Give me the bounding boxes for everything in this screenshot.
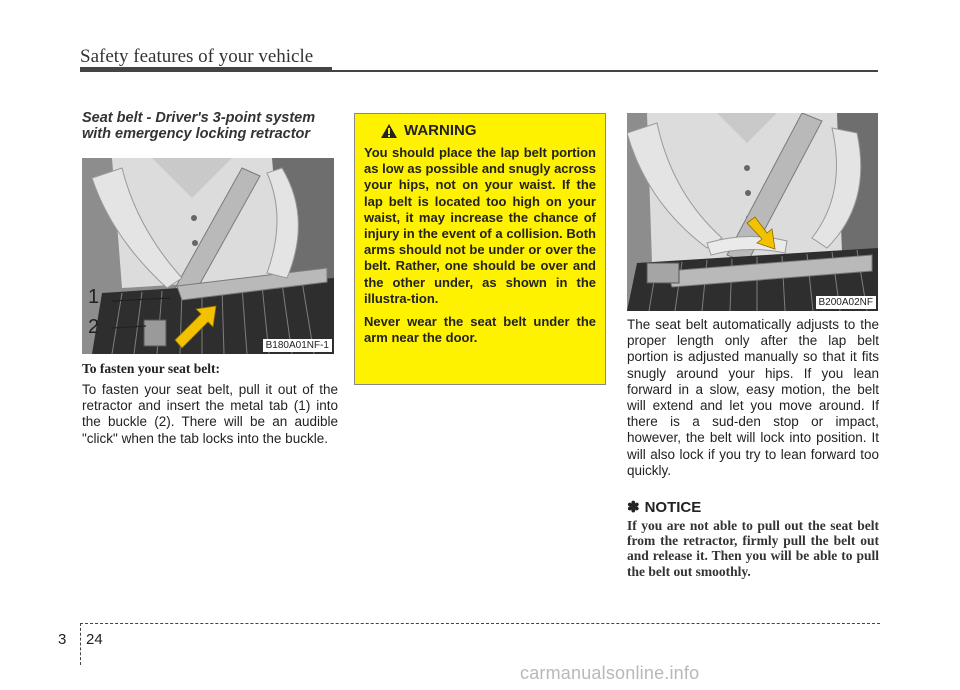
warning-header [364, 122, 596, 139]
footer-rule [80, 623, 880, 624]
callout-2: 2 [88, 316, 100, 338]
footer-divider [80, 623, 81, 665]
warning-box [354, 113, 606, 385]
warning-triangle-icon [380, 123, 398, 139]
fasten-heading: To fasten your seat belt: [82, 361, 220, 376]
section-title: Seat belt - Driver's 3-point system with emergency locking retractor [82, 110, 316, 142]
page-number: 24 [86, 631, 103, 648]
header-rule-thick [80, 67, 332, 72]
header-rule-thin [332, 70, 878, 72]
notice-title: NOTICE [644, 498, 702, 516]
adjust-body: The seat belt automatically adjusts to the proper length only after the lap belt portion is adjusted manually so that it fits snugly around your hips. If you lean forward in a slow, easy motion, the belt will extend and let you move around. If there is a sud-den stop or impact, however, the belt will lock into position. It will also lock if you try to lean forward too quickly. [627, 317, 879, 478]
seatbelt-fasten-photo [82, 158, 334, 354]
seatbelt-fasten-illustration [82, 158, 334, 354]
notice-header [627, 498, 701, 516]
seatbelt-adjust-photo [627, 113, 878, 311]
notice-star-icon: ✽ [627, 499, 640, 516]
figure-code: B200A02NF [816, 296, 876, 309]
warning-title: WARNING [404, 122, 477, 139]
watermark: carmanualsonline.info [520, 663, 700, 683]
callout-1: 1 [88, 286, 100, 308]
warning-paragraph-1: You should place the lap belt portion as low as possible and snugly across your hips, not on your waist. If the lap belt is located too high on your waist, it may increase the chance of injury in the event of a collision. Both arms should not be under or over the belt. Rather, one should be over and the other under, as shown in the illustra-tion. [364, 145, 596, 306]
seatbelt-adjust-illustration [627, 113, 878, 311]
notice-body: If you are not able to pull out the seat belt from the retractor, firmly pull the belt out and release it. Then you will be able to pull the belt out smoothly. [627, 518, 879, 579]
fasten-body: To fasten your seat belt, pull it out of the retractor and insert the metal tab (1) into the buckle (2). There will be an audible "click" when the tab locks into the buckle. [82, 382, 338, 446]
header-title: Safety features of your vehicle [80, 46, 314, 67]
figure-code: B180A01NF-1 [263, 339, 332, 352]
chapter-number: 3 [58, 631, 67, 648]
warning-paragraph-2: Never wear the seat belt under the arm near the door. [364, 314, 596, 346]
